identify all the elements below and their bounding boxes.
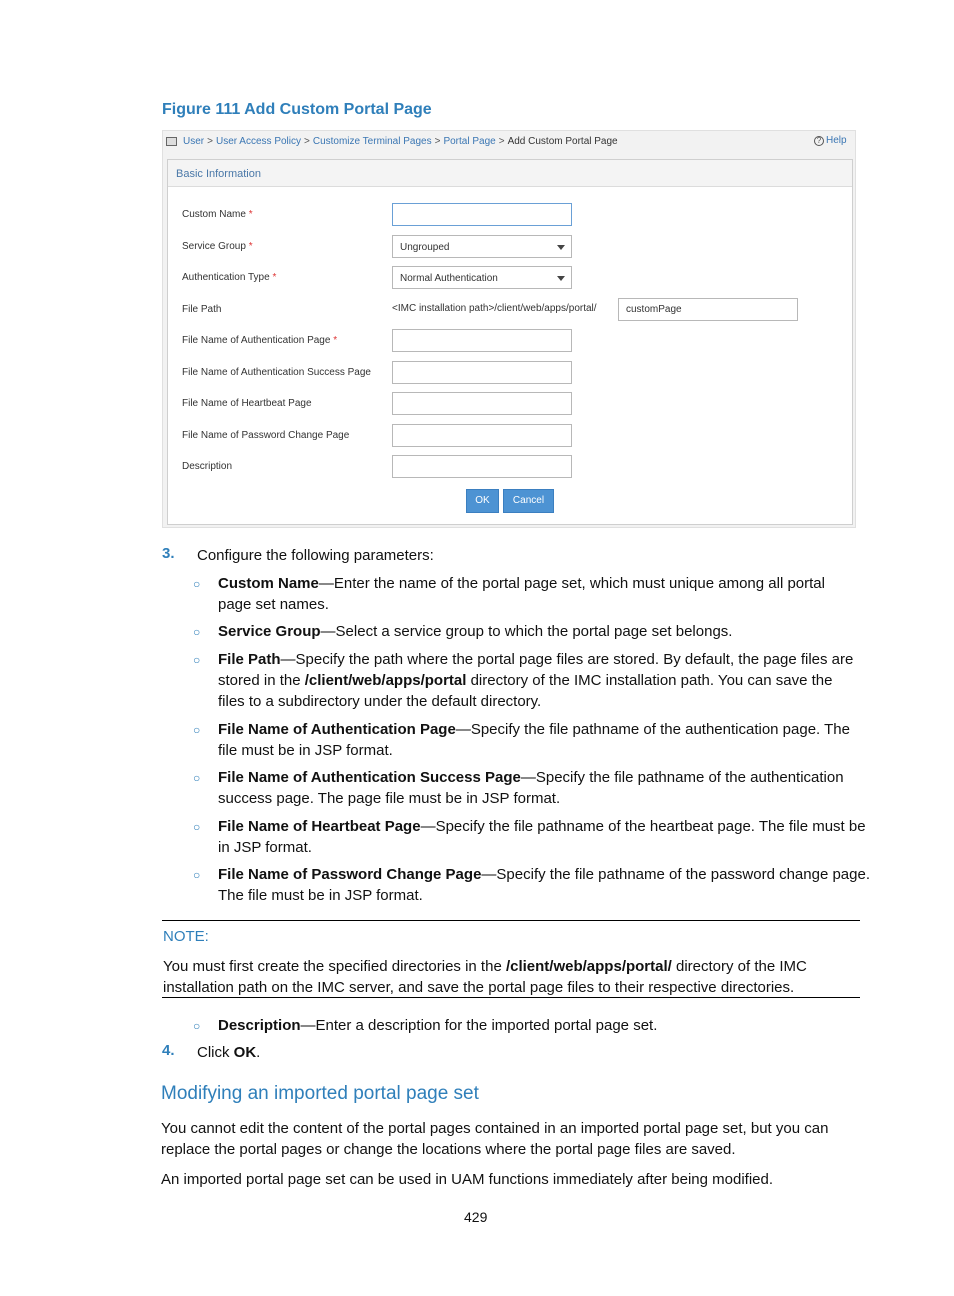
breadcrumb-user[interactable]: User — [183, 136, 205, 147]
breadcrumb-separator: > — [304, 136, 310, 147]
help-link[interactable] — [814, 135, 847, 146]
section-paragraph1-line2: replace the portal pages or change the locations where the portal page files are saved. — [161, 1141, 736, 1158]
cancel-button[interactable]: Cancel — [503, 489, 554, 513]
breadcrumb-current: Add Custom Portal Page — [507, 136, 618, 147]
param-custom-name-line1: Custom Name—Enter the name of the portal page set, which must unique among all portal — [218, 575, 825, 592]
page-number: 429 — [464, 1209, 488, 1225]
chevron-down-icon — [557, 245, 565, 250]
note-top-rule — [162, 920, 860, 921]
breadcrumb-separator: > — [207, 136, 213, 147]
param-heartbeat-line2: in JSP format. — [218, 839, 312, 856]
param-auth-success-line1: File Name of Authentication Success Page—Specify the file pathname of the authentication — [218, 769, 844, 786]
bullet-icon: ○ — [193, 820, 201, 834]
param-custom-name-line2: page set names. — [218, 596, 329, 613]
bullet-icon: ○ — [193, 771, 201, 785]
auth-page-label: File Name of Authentication Page * — [182, 335, 338, 346]
heartbeat-page-input[interactable] — [392, 392, 572, 415]
auth-type-label: Authentication Type * — [182, 272, 277, 283]
section-paragraph1-line1: You cannot edit the content of the portal pages contained in an imported portal page set, but you can — [161, 1120, 829, 1137]
param-password-change-line1: File Name of Password Change Page—Specify the file pathname of the password change page. — [218, 866, 871, 883]
breadcrumb-customize-terminal-pages[interactable]: Customize Terminal Pages — [312, 136, 432, 147]
help-icon: ? — [814, 136, 824, 146]
auth-page-input[interactable] — [392, 329, 572, 352]
step-text: Configure the following parameters: — [197, 547, 434, 564]
param-file-path-line2: stored in the /client/web/apps/portal directory of the IMC installation path. You can save the — [218, 672, 833, 689]
param-heartbeat-line1: File Name of Heartbeat Page—Specify the file pathname of the heartbeat page. The file must be — [218, 818, 866, 835]
step-number: 4. — [162, 1042, 175, 1059]
panel-title: Basic Information — [176, 168, 261, 180]
file-path-label: File Path — [182, 304, 222, 315]
param-description-line1: Description—Enter a description for the imported portal page set. — [218, 1017, 658, 1034]
panel-header — [168, 160, 852, 187]
param-password-change-line2: The file must be in JSP format. — [218, 887, 423, 904]
param-auth-page-line1: File Name of Authentication Page—Specify the file pathname of the authentication page. The — [218, 721, 850, 738]
description-label: Description — [182, 461, 233, 472]
param-auth-success-line2: success page. The page file must be in JSP format. — [218, 790, 561, 807]
bullet-icon: ○ — [193, 653, 201, 667]
breadcrumb-user-access-policy[interactable]: User Access Policy — [215, 136, 301, 147]
note-bottom-rule — [162, 997, 860, 998]
auth-success-page-input[interactable] — [392, 361, 572, 384]
note-label: NOTE: — [163, 928, 209, 945]
breadcrumb-portal-page[interactable]: Portal Page — [443, 136, 496, 147]
help-label: Help — [826, 135, 847, 146]
custom-name-input[interactable] — [392, 203, 572, 226]
step-text: Click OK. — [197, 1044, 261, 1061]
param-service-group-line1: Service Group—Select a service group to which the portal page set belongs. — [218, 623, 733, 640]
note-line1: You must first create the specified directories in the /client/web/apps/portal/ directory of the IMC — [163, 958, 807, 975]
bullet-icon: ○ — [193, 723, 201, 737]
password-change-page-input[interactable] — [392, 424, 572, 447]
step-number: 3. — [162, 545, 175, 562]
breadcrumb-separator: > — [434, 136, 441, 147]
file-path-prefix: <IMC installation path>/client/web/apps/portal/ — [392, 303, 597, 314]
heartbeat-page-label: File Name of Heartbeat Page — [182, 398, 312, 409]
ok-button[interactable]: OK — [466, 489, 499, 513]
service-group-label: Service Group * — [182, 241, 253, 252]
description-input[interactable] — [392, 455, 572, 478]
file-path-input[interactable]: customPage — [618, 298, 798, 321]
custom-name-label: Custom Name * — [182, 209, 253, 220]
breadcrumb-separator: > — [498, 136, 505, 147]
bullet-icon: ○ — [193, 577, 201, 591]
figure-caption: Figure 111 Add Custom Portal Page — [162, 101, 432, 118]
auth-success-page-label: File Name of Authentication Success Page — [182, 367, 371, 378]
bullet-icon: ○ — [193, 1019, 201, 1033]
service-group-select[interactable]: Ungrouped — [392, 235, 572, 258]
auth-type-select[interactable]: Normal Authentication — [392, 266, 572, 289]
chevron-down-icon — [557, 276, 565, 281]
bullet-icon: ○ — [193, 625, 201, 639]
home-icon — [166, 137, 177, 146]
section-paragraph2: An imported portal page set can be used in UAM functions immediately after being modified. — [161, 1171, 773, 1188]
breadcrumb — [166, 136, 618, 147]
param-file-path-line1: File Path—Specify the path where the portal page files are stored. By default, the page files are — [218, 651, 854, 668]
note-line2: installation path on the IMC server, and save the portal page files to their respective directories. — [163, 979, 795, 996]
password-change-page-label: File Name of Password Change Page — [182, 430, 350, 441]
section-title: Modifying an imported portal page set — [161, 1083, 479, 1104]
bullet-icon: ○ — [193, 868, 201, 882]
param-file-path-line3: files to a subdirectory under the default directory. — [218, 693, 542, 710]
param-auth-page-line2: file must be in JSP format. — [218, 742, 393, 759]
